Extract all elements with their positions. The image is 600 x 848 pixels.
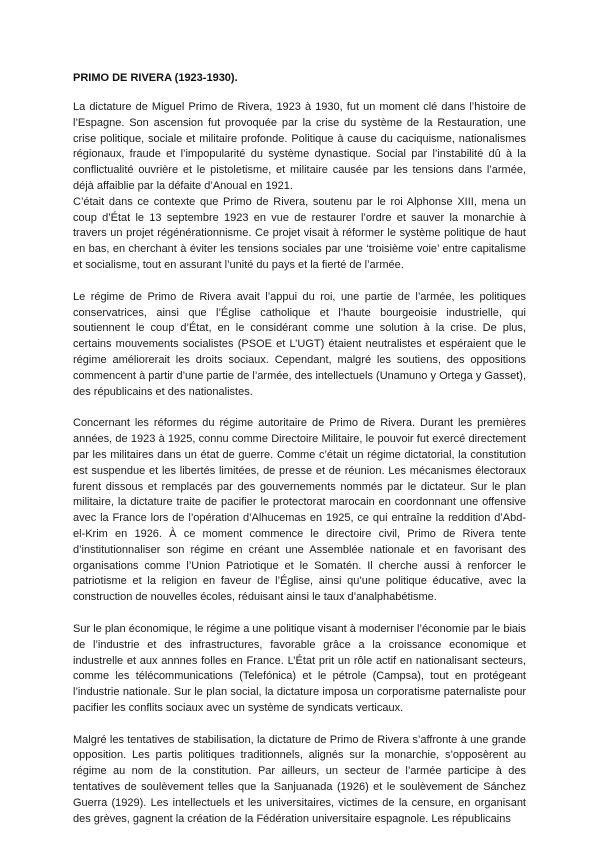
paragraph-opposition: Malgré les tentatives de stabilisation, la dictature de Primo de Rivera s’affronte à une grande opposition. Les partis politiques traditionnels, alignés sur la monarchie, s’opposèrent au régime au nom de la constitution. Par ailleurs, un secteur de l’armée participe à des tentatives de soulèvement telles que la Sanjuanada (1926) et le soulèvement de Sánchez Guerra (1929). Les intellectuels et les universitaires, victimes de la censure, en organisant des grèves, gagnent la création de la Fédération universitaire espagnole. Les républicains	[73, 733, 526, 825]
paragraph-spacer	[73, 274, 526, 290]
paragraph-support: Le régime de Primo de Rivera avait l’appui du roi, une partie de l’armée, les politiques conservatrices, ainsi que l’Église catholique et l’haute bourgeoisie industrielle, qui soutiennent le coup d’État, en le considérant comme une solution à la crise. De plus, certains mouvements socialistes (PSOE et L’UGT) étaient neutralistes et espéraient que le régime améliorerait les droits sociaux. Cependant, malgré les soutiens, des oppositions commencent à partir d’une partie de l’armée, des intellectuels (Unamuno y Ortega y Gasset), des républicains et des nationalistes.	[73, 290, 526, 398]
paragraph-economy: Sur le plan économique, le régime a une politique visant à moderniser l’économie par le biais de l’industrie et des infrastructures, favorable grâce a la croissance economique et industrelle et aux annnes folles en France. L’État prit un rôle actif en nationalisant secteurs, comme les télécommunications (Telefónica) et le pétrole (Campsa), tout en protégeant l’industrie nationale. Sur le plan social, la dictature imposa un corporatisme paternaliste pour pacifier les conflits sociaux avec un système de syndicats verticaux.	[73, 622, 526, 714]
paragraph-spacer	[73, 717, 526, 733]
paragraph-spacer	[73, 400, 526, 416]
paragraph-intro: La dictature de Miguel Primo de Rivera, 1923 à 1930, fut un moment clé dans l’histoire de l’Espagne. Son ascension fut provoquée par la crise du système de la Restauration, une crise politique, sociale et militaire profonde. Politique à cause du caciquisme, nationalismes régionaux, fraude et l’impopularité du système dynastique. Social par l’instabilité dû à la conflictualité ouvrière et le pistoletisme, et militaire causée par les tensions dans l’armée, déjà affaiblie par la défaite d’Anoual en 1921.	[73, 101, 526, 192]
paragraph-reforms: Concernant les réformes du régime autoritaire de Primo de Rivera. Durant les premières années, de 1923 à 1925, connu comme Directoire Militaire, le pouvoir fut exercé directement par les militaires dans un état de guerre. Comme c’était un régime dictatorial, la constitution est suspendue et les libertés limitées, de presse et de réunion. Les mécanismes électoraux furent dissous et remplacés par des gouvernements nommés par le dictateur. Sur le plan militaire, la dictature traite de pacifier le protectorat marocain en coordonnant une offensive avec la France lors de l’opération d’Alhucemas en 1925, ce qui entraîne la reddition d’Abd-el-Krim en 1926. À ce moment commence le directoire civil, Primo de Rivera tente d’institutionnaliser son régime en créant une Assemblée nationale et en favorisant des organisations comme l’Union Patriotique et le Somatén. Il cherche aussi à renforcer le patriotisme et la religion en faveur de l’Église, ainsi qu’une politique éducative, avec la construction de nouvelles écoles, réduisant ainsi le taux d’analphabétisme.	[73, 417, 526, 604]
paragraph-spacer	[73, 606, 526, 622]
paragraph-coup: C’était dans ce contexte que Primo de Rivera, soutenu par le roi Alphonse XIII, mena un coup d’État le 13 septembre 1923 en vue de restaurer l’ordre et sauver la monarchie à travers un projet régénérationnisme. Ce projet visait à réformer le système politique de haut en bas, en cherchant à éviter les tensions sociales par une ‘troisième voie’ entre capitalisme et socialisme, tout en assurant l’unité du pays et la fierté de l’armée.	[73, 195, 526, 271]
document-title: PRIMO DE RIVERA (1923-1930).	[73, 72, 238, 84]
document-page	[73, 70, 526, 827]
